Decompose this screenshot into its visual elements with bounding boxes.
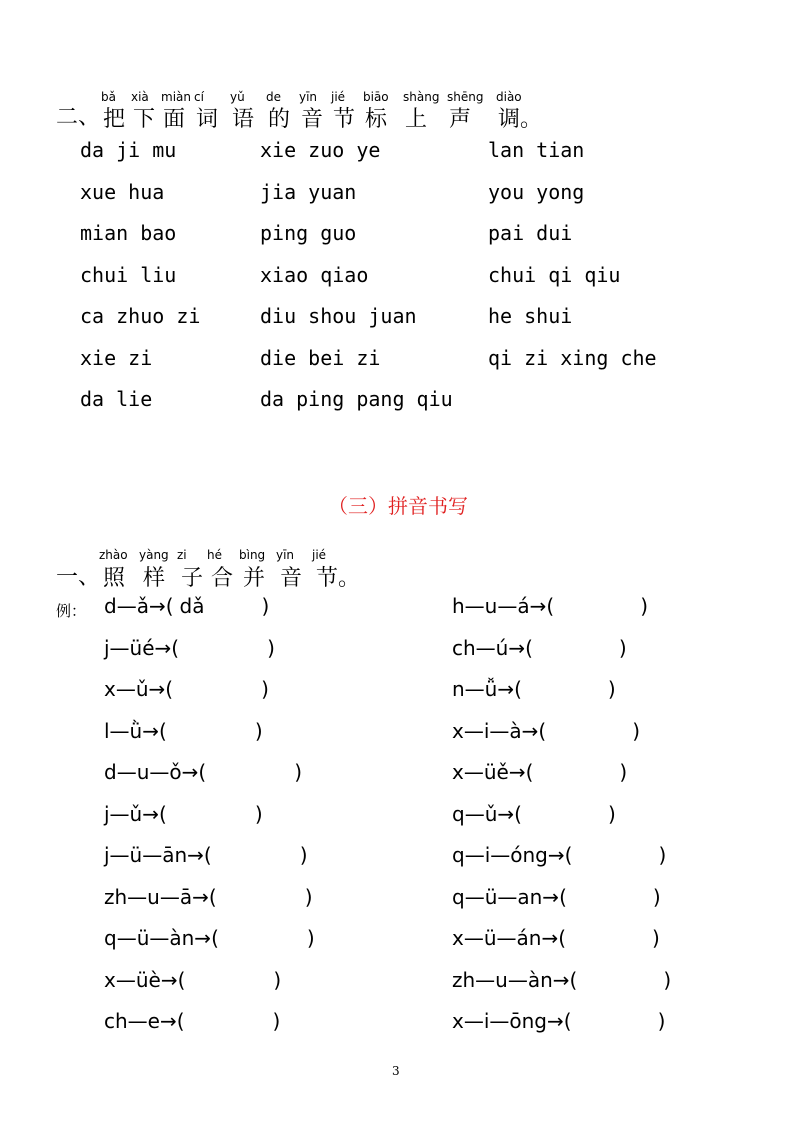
heading-character: 照 xyxy=(103,566,126,591)
close-paren: ) xyxy=(299,843,308,867)
open-paren: ( xyxy=(171,635,180,660)
merge-expression: j—ǔ→ xyxy=(104,801,159,826)
pinyin-word: chui qi qiu xyxy=(488,262,621,287)
merge-expression: x—i—ōng→ xyxy=(452,1009,564,1033)
open-paren: ( xyxy=(159,801,167,826)
heading-character: 合 xyxy=(211,566,234,591)
open-paren: ( xyxy=(563,1009,572,1033)
close-paren: ) xyxy=(294,760,302,784)
close-paren: ) xyxy=(618,635,627,660)
close-paren: ) xyxy=(272,1009,281,1033)
pinyin-word: xie zuo ye xyxy=(260,138,381,162)
pinyin-annotation: xià xyxy=(131,90,149,104)
open-paren: ( xyxy=(525,760,534,784)
merge-exercise xyxy=(452,843,666,867)
merge-expression: x—ǔ→ xyxy=(104,677,166,701)
close-paren: ) xyxy=(657,1009,666,1033)
pinyin-annotation: yàng xyxy=(139,548,169,562)
example-prefix: 例： xyxy=(56,602,87,620)
pinyin-word: xue hua xyxy=(80,179,165,204)
merge-exercise xyxy=(452,760,627,784)
answer-blank[interactable]: dǎ xyxy=(179,594,205,618)
merge-exercise xyxy=(452,1009,665,1033)
merge-expression: q—i—óng→ xyxy=(452,843,565,867)
heading-character: 面 xyxy=(163,107,186,132)
section2-index: 二、 xyxy=(56,105,101,130)
pinyin-word: da ji mu xyxy=(80,138,177,162)
pinyin-word: mian bao xyxy=(80,221,177,245)
open-paren: ( xyxy=(165,594,174,618)
open-paren: ( xyxy=(525,635,533,660)
merge-exercise xyxy=(104,677,269,701)
merge-exercise xyxy=(104,968,281,992)
pinyin-annotation: shēng xyxy=(447,90,484,104)
close-paren: ) xyxy=(652,926,660,950)
merge-expression: ch—ú→ xyxy=(452,635,526,660)
pinyin-word: diu shou juan xyxy=(260,304,417,328)
close-paren: ) xyxy=(652,884,661,909)
pinyin-word: he shui xyxy=(488,304,573,328)
heading-character: 词 xyxy=(196,107,219,132)
close-paren: ) xyxy=(640,594,648,618)
merge-expression: d—u—ǒ→ xyxy=(104,760,199,784)
close-paren: ) xyxy=(658,843,667,867)
pinyin-word: qi zi xing che xyxy=(488,345,657,370)
heading-character: 并 xyxy=(243,566,266,591)
page-number: 3 xyxy=(392,1064,400,1078)
close-paren: ) xyxy=(663,967,672,992)
pinyin-word: da lie xyxy=(80,387,153,411)
pinyin-word: you yong xyxy=(488,179,585,204)
merge-expression: d—ǎ→ xyxy=(104,594,166,618)
merge-exercise xyxy=(452,968,671,992)
merge-expression: q—ü—àn→ xyxy=(104,926,212,950)
open-paren: ( xyxy=(546,594,555,618)
heading-character: 下 xyxy=(133,107,156,132)
merge-exercise xyxy=(104,802,263,826)
merge-expression: j—ü—ān→ xyxy=(104,843,204,867)
close-paren: ) xyxy=(306,926,315,950)
pinyin-annotation: de xyxy=(266,90,281,104)
pinyin-word: ca zhuo zi xyxy=(80,304,201,328)
merge-exercise xyxy=(104,1009,280,1033)
close-paren: ) xyxy=(607,801,616,826)
open-paren: ( xyxy=(211,926,219,950)
open-paren: ( xyxy=(177,967,186,992)
heading-character: 调。 xyxy=(498,107,543,132)
merge-expression: zh—u—ā→ xyxy=(104,884,209,909)
merge-expression: ch—e→ xyxy=(104,1009,177,1033)
merge-expression: j—üé→ xyxy=(104,635,172,660)
merge-exercise xyxy=(104,926,315,950)
merge-exercise xyxy=(452,802,616,826)
pinyin-word: jia yuan xyxy=(260,179,357,204)
merge-exercise xyxy=(452,677,616,701)
pinyin-word: pai dui xyxy=(488,221,573,245)
open-paren: ( xyxy=(538,718,547,743)
pinyin-annotation: jié xyxy=(312,548,327,562)
pinyin-annotation: zi xyxy=(177,548,187,562)
pinyin-annotation: jié xyxy=(331,90,346,104)
close-paren: ) xyxy=(304,884,313,909)
merge-expression: l—ǜ→ xyxy=(104,718,159,743)
close-paren: ) xyxy=(607,677,616,701)
open-paren: ( xyxy=(514,677,522,701)
pinyin-word: ping guo xyxy=(260,221,357,245)
pinyin-word: lan tian xyxy=(488,138,585,162)
merge-exercise xyxy=(104,885,313,909)
pinyin-annotation: shàng xyxy=(403,90,440,104)
merge-expression: q—ü—an→ xyxy=(452,884,560,909)
close-paren: ) xyxy=(632,718,641,743)
open-paren: ( xyxy=(559,884,567,909)
heading-character: 音 xyxy=(301,107,324,132)
open-paren: ( xyxy=(165,677,174,701)
pinyin-annotation: hé xyxy=(207,548,222,562)
open-paren: ( xyxy=(159,718,167,743)
open-paren: ( xyxy=(176,1009,185,1033)
merge-exercise xyxy=(104,636,275,660)
section3-title: （三）拼音书写 xyxy=(328,494,468,518)
section3-1-index: 一、 xyxy=(56,565,101,590)
pinyin-word: chui liu xyxy=(80,262,177,287)
heading-character: 节。 xyxy=(316,566,361,591)
heading-character: 上 xyxy=(405,107,428,132)
pinyin-annotation: bǎ xyxy=(101,90,116,104)
pinyin-word: die bei zi xyxy=(260,345,381,370)
close-paren: ) xyxy=(273,967,282,992)
merge-exercise xyxy=(104,843,308,867)
pinyin-annotation: cí xyxy=(194,90,204,104)
open-paren: ( xyxy=(208,884,217,909)
open-paren: ( xyxy=(514,801,522,826)
merge-exercise xyxy=(452,885,661,909)
merge-expression: x—üě→ xyxy=(452,760,526,784)
merge-exercise xyxy=(104,594,269,618)
merge-exercise xyxy=(104,760,302,784)
pinyin-annotation: yīn xyxy=(299,90,318,104)
open-paren: ( xyxy=(203,843,212,867)
merge-exercise xyxy=(452,594,648,618)
merge-expression: q—ǔ→ xyxy=(452,801,515,826)
pinyin-annotation: biāo xyxy=(363,90,389,104)
close-paren: ) xyxy=(267,635,275,660)
close-paren: ) xyxy=(254,718,263,743)
merge-expression: x—i—à→ xyxy=(452,718,539,743)
merge-exercise xyxy=(452,636,627,660)
merge-expression: x—ü—án→ xyxy=(452,926,559,950)
open-paren: ( xyxy=(558,926,567,950)
heading-character: 音 xyxy=(280,566,303,591)
heading-character: 节 xyxy=(333,107,356,132)
pinyin-word: xiao qiao xyxy=(260,262,369,287)
pinyin-annotation: yīn xyxy=(276,548,295,562)
merge-expression: x—üè→ xyxy=(104,967,178,992)
merge-exercise xyxy=(452,719,640,743)
pinyin-word: da ping pang qiu xyxy=(260,387,453,411)
close-paren: ) xyxy=(261,677,269,701)
heading-character: 子 xyxy=(181,566,204,591)
pinyin-annotation: miàn xyxy=(161,90,191,104)
open-paren: ( xyxy=(198,760,207,784)
heading-character: 把 xyxy=(103,107,126,132)
pinyin-word: xie zi xyxy=(80,345,153,370)
close-paren: ) xyxy=(619,760,628,784)
heading-character: 样 xyxy=(143,566,166,591)
open-paren: ( xyxy=(569,967,578,992)
merge-expression: n—ǚ→ xyxy=(452,677,515,701)
heading-character: 标 xyxy=(365,107,388,132)
close-paren: ) xyxy=(261,594,270,618)
pinyin-annotation: bìng xyxy=(239,548,266,562)
merge-exercise xyxy=(452,926,660,950)
pinyin-annotation: yǔ xyxy=(230,90,245,104)
heading-character: 的 xyxy=(268,107,291,132)
merge-expression: zh—u—àn→ xyxy=(452,967,570,992)
pinyin-annotation: zhào xyxy=(99,548,128,562)
close-paren: ) xyxy=(254,801,263,826)
merge-exercise xyxy=(104,719,263,743)
merge-expression: h—u—á→ xyxy=(452,594,547,618)
open-paren: ( xyxy=(564,843,573,867)
heading-character: 语 xyxy=(232,107,255,132)
pinyin-annotation: diào xyxy=(496,90,522,104)
heading-character: 声 xyxy=(449,107,472,132)
